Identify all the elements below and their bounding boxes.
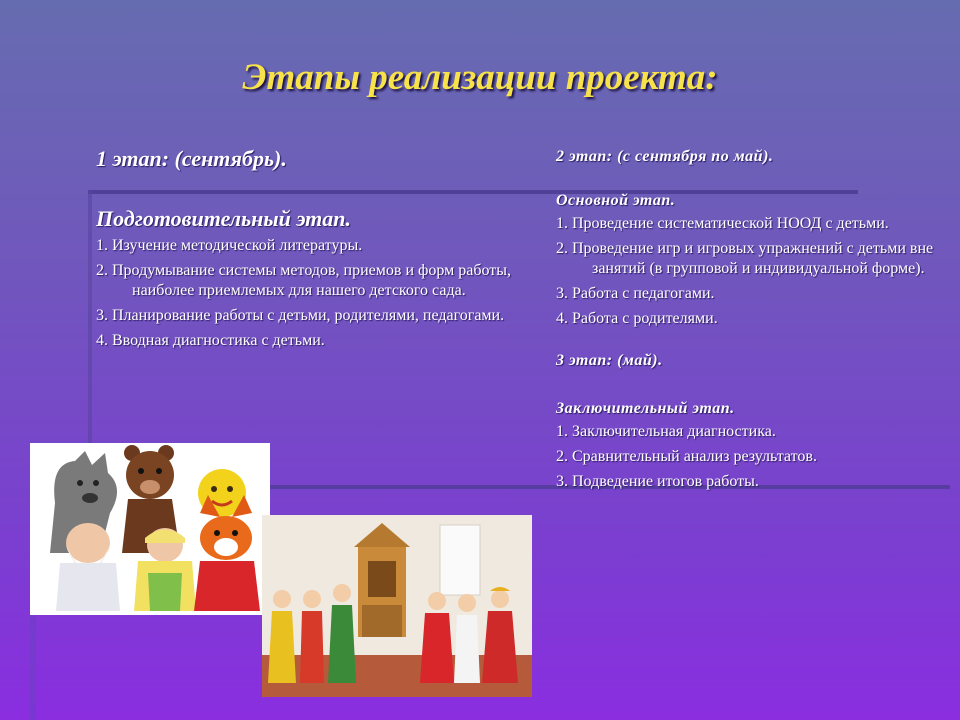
puppets-photo — [30, 443, 270, 615]
stage1-item: 3. Планирование работы с детьми, родителями, педагогами. — [96, 307, 505, 324]
slide-title: Этапы реализации проекта: — [242, 57, 718, 98]
stage1-item: 1. Изучение методической литературы. — [96, 237, 363, 254]
stage3-subheading: Заключительный этап. — [556, 400, 735, 417]
stage3-item: 2. Сравнительный анализ результатов. — [556, 448, 817, 465]
stage2-column — [556, 146, 956, 497]
stage2-item: 3. Работа с педагогами. — [556, 285, 715, 302]
children-costumes-photo — [262, 515, 532, 697]
stage3-heading: 3 этап: (май). — [556, 352, 663, 369]
stage2-subheading: Основной этап. — [556, 192, 676, 209]
stage2-item: 2. Проведение игр и игровых упражнений с детьми вне занятий (в групповой и индивидуальной форме). — [556, 240, 934, 277]
stage1-item: 4. Вводная диагностика с детьми. — [96, 332, 325, 349]
stage1-subheading: Подготовительный этап. — [96, 206, 352, 231]
puppets-illustration — [30, 443, 270, 615]
spacer — [556, 334, 956, 352]
stage2-item: 4. Работа с родителями. — [556, 310, 718, 327]
stage1-column — [96, 146, 516, 356]
stage2-heading: 2 этап: (с сентября по май). — [556, 148, 774, 165]
spacer — [556, 374, 956, 400]
stage3-item: 3. Подведение итогов работы. — [556, 473, 759, 490]
stage1-item: 2. Продумывание системы методов, приемов и форм работы, наиболее приемлемых для нашего детского сада. — [96, 262, 512, 299]
stage1-heading: 1 этап: (сентябрь). — [96, 146, 287, 171]
stage3-item: 1. Заключительная диагностика. — [556, 423, 776, 440]
children-illustration — [262, 515, 532, 697]
stage2-item: 1. Проведение систематической НООД с детьми. — [556, 215, 889, 232]
